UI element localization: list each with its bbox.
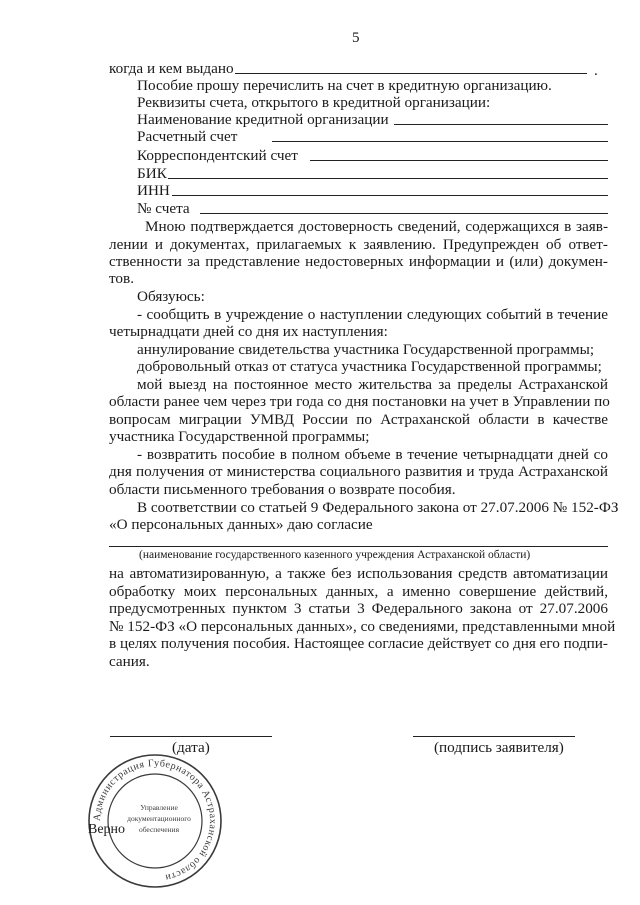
account-number-line (200, 213, 608, 214)
correspondent-account-line (310, 160, 608, 161)
page-number: 5 (352, 30, 360, 46)
consent-line-4: обработку моих персональных данных, а именно совершение действий, (109, 583, 608, 600)
confirm-line-2: лении и документах, прилагаемых к заявлению. Предупрежден об ответ- (109, 236, 608, 253)
inform-line-1: - сообщить в учреждение о наступлении следующих событий в течение (137, 306, 608, 323)
institution-line (109, 546, 608, 547)
transfer-request: Пособие прошу перечислить на счет в кредитную организацию. (137, 77, 552, 94)
confirm-line-3: ственности за представление недостоверных информации и (или) докумен- (109, 253, 608, 270)
account-number-label: № счета (137, 200, 190, 217)
consent-line-3: на автоматизированную, а также без использования средств автоматизации (109, 565, 608, 582)
requisites-heading: Реквизиты счета, открытого в кредитной организации: (137, 94, 491, 111)
date-line (110, 736, 272, 737)
event-3-line-4: участника Государственной программы; (109, 428, 370, 445)
stamp-inner-line-1: Управление (140, 803, 178, 812)
inform-line-2: четырнадцати дней со дня их наступления: (109, 323, 388, 340)
undertake-heading: Обязуюсь: (137, 288, 205, 305)
issued-by-label: когда и кем выдано (109, 60, 234, 77)
stamp-verified-mark: Верно (88, 822, 126, 837)
bik-label: БИК (137, 165, 167, 182)
issued-by-line (235, 73, 587, 74)
institution-caption: (наименование государственного казенного учреждения Астраханской области) (139, 549, 531, 561)
consent-line-8: сания. (109, 653, 150, 670)
event-3-line-1: мой выезд на постоянное место жительства за пределы Астраханской (137, 376, 608, 393)
settlement-account-label: Расчетный счет (137, 128, 238, 145)
bik-line (168, 178, 608, 179)
consent-line-1: В соответствии со статьей 9 Федерального закона от 27.07.2006 № 152-ФЗ (137, 499, 619, 516)
refund-line-3: области письменного требования о возврате пособия. (109, 481, 456, 498)
confirm-line-1: Мною подтверждается достоверность сведений, содержащихся в заяв- (145, 218, 608, 235)
settlement-account-line (272, 141, 608, 142)
signature-caption: (подпись заявителя) (434, 739, 564, 756)
refund-line-1: - возвратить пособие в полном объеме в течение четырнадцати дней со (137, 446, 608, 463)
inn-line (172, 195, 608, 196)
stamp-ring-text: Администрация Губернатора Астраханской области (91, 757, 219, 884)
event-3-line-3: вопросам миграции УМВД России по Астраханской области в качестве (109, 411, 608, 428)
official-stamp (86, 752, 224, 890)
confirm-line-4: тов. (109, 270, 134, 287)
stamp-inner-line-3: обеспечения (138, 825, 180, 834)
consent-line-2: «О персональных данных» даю согласие (109, 516, 373, 533)
consent-line-6: № 152-ФЗ «О персональных данных», со сведениями, представленными мной (109, 618, 616, 635)
date-caption: (дата) (172, 739, 210, 756)
consent-line-5: предусмотренных пунктом 3 статьи 3 Федерального закона от 27.07.2006 (109, 600, 608, 617)
refund-line-2: дня получения от министерства социального развития и труда Астраханской (109, 463, 608, 480)
signature-line (413, 736, 575, 737)
bank-name-line (394, 124, 608, 125)
event-2: добровольный отказ от статуса участника Государственной программы; (137, 358, 602, 375)
stamp-inner-line-2: документационного (127, 814, 191, 823)
correspondent-account-label: Корреспондентский счет (137, 147, 298, 164)
bank-name-label: Наименование кредитной организации (137, 111, 389, 128)
event-1: аннулирование свидетельства участника Государственной программы; (137, 341, 595, 358)
event-3-line-2: области ранее чем через три года со дня постановки на учет в Управлении по (109, 393, 610, 410)
consent-line-7: в целях получения пособия. Настоящее согласие действует со дня его подпи- (109, 635, 608, 652)
inn-label: ИНН (137, 182, 170, 199)
